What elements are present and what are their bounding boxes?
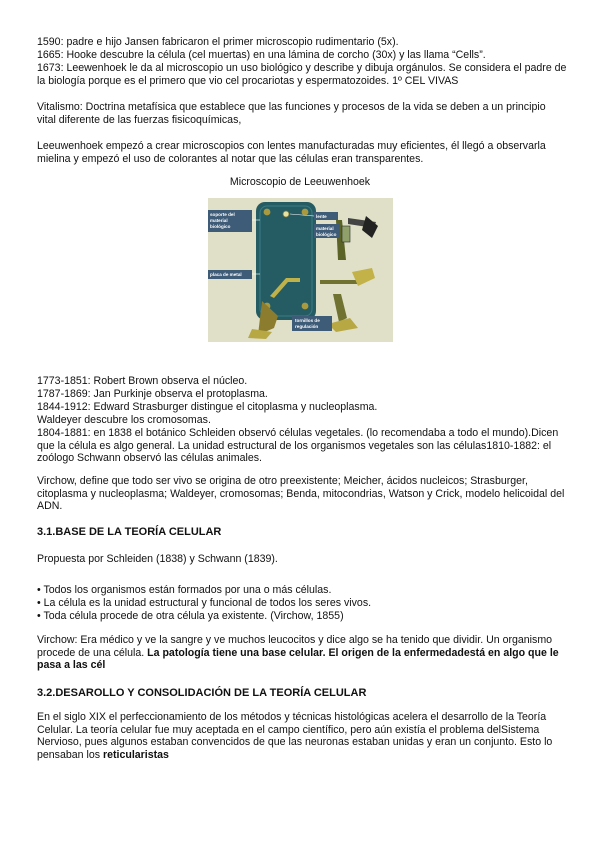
svg-text:biológico: biológico — [210, 224, 231, 229]
lens-icon — [283, 211, 289, 217]
timeline-waldeyer: Waldeyer descubre los cromosomas. — [37, 414, 211, 426]
theory-proposal: Propuesta por Schleiden (1838) y Schwann (1839). — [37, 553, 278, 565]
figure-caption: Microscopio de Leeuwenhoek — [229, 176, 371, 188]
intro-line-1673: 1673: Leewenhoek le da al microscopio un uso biológico y describe y dibuja orgánulos. Se considera el padre de la biología porque es el primero que vio cel procariotas y espermatozoides. 1º CEL VIVAS — [37, 62, 567, 87]
intro-line-1665: 1665: Hooke descubre la célula (cel muertas) en una lámina de corcho (30x) y las llama “Cells”. — [37, 49, 486, 61]
rivet-icon — [302, 209, 309, 216]
theory-bullet-2: • La célula es la unidad estructural y funcional de todos los seres vivos. — [37, 597, 372, 609]
material-holder — [342, 226, 350, 242]
svg-text:lente: lente — [316, 214, 327, 219]
svg-text:soporte del: soporte del — [210, 212, 235, 217]
reticularistas-term: reticularistas — [102, 748, 169, 761]
svg-text:tornillos de: tornillos de — [295, 318, 320, 323]
virchow-note-text: Virchow: Era médico y ve la sangre y ve muchos leucocitos y dice algo se ha tenido que dividir. Un organismo procede de una célula. — [37, 634, 553, 659]
svg-text:material: material — [210, 218, 228, 223]
virchow-note — [37, 634, 567, 672]
timeline-strasburger: 1844-1912: Edward Strasburger distingue el citoplasma y nucleoplasma. — [37, 401, 378, 413]
svg-text:biológico: biológico — [316, 232, 337, 237]
theory-bullet-3: • Toda célula procede de otra célula ya existente. (Virchow, 1855) — [37, 610, 344, 622]
theory-bullet-1: • Todos los organismos están formados por una o más células. — [37, 584, 332, 596]
intro-line-1590: 1590: padre e hijo Jansen fabricaron el primer microscopio rudimentario (5x). — [37, 36, 399, 48]
section-3-2-text: En el siglo XIX el perfeccionamiento de los métodos y técnicas histológicas acelera el desarrollo de la Teoría Celular. La teoría celular fue muy aceptada en el campo científico, pero aún existía el problema delSistema Nervioso, pues algunos estaban convencidos de que las neuronas estaban unidas y eran un conjunto. Esto lo pensaban los — [37, 711, 553, 761]
section-3-2-paragraph — [37, 711, 567, 761]
svg-text:placa de metal: placa de metal — [210, 272, 242, 277]
section-3-1-title: 3.1.BASE DE LA TEORÍA CELULAR — [37, 526, 222, 538]
rivet-icon — [264, 209, 271, 216]
pathology-statement: La patología tiene una base celular. El origen de la enfermedadestá en algo que le pasa a las cél — [37, 646, 559, 672]
screw-arm — [320, 280, 360, 284]
timeline-purkinje: 1787-1869: Jan Purkinje observa el protoplasma. — [37, 388, 268, 400]
timeline-brown: 1773-1851: Robert Brown observa el núcleo. — [37, 375, 248, 387]
section-3-2-title: 3.2.DESAROLLO Y CONSOLIDACIÓN DE LA TEORÍA CELULAR — [37, 687, 367, 699]
metal-plate — [256, 202, 316, 320]
leeuwenhoek-paragraph: Leeuwenhoek empezó a crear microscopios con lentes manufacturadas muy eficientes, él llegó a observarla mielina y empezó el uso de colorantes al notar que las células eran transparentes. — [37, 140, 546, 165]
vitalismo-paragraph: Vitalismo: Doctrina metafísica que establece que las funciones y procesos de la vida se deben a un principio vital diferente de las fuerzas fisicoquímicas, — [37, 101, 546, 126]
virchow-paragraph: Virchow, define que todo ser vivo se origina de otro preexistente; Meicher, ácidos nucleicos; Strasburger, citoplasma y nucleoplasma; Waldeyer, cromosomas; Benda, mitocondrias, Watson y Crick, modelo helicoidal del ADN. — [37, 475, 565, 513]
label-material — [314, 224, 340, 238]
svg-text:regulación: regulación — [295, 324, 319, 329]
rivet-icon — [302, 303, 309, 310]
label-tornillos — [292, 316, 332, 331]
svg-text:material: material — [316, 226, 334, 231]
timeline-schleiden: 1804-1881: en 1838 el botánico Schleiden observó células vegetales. (lo recomendaba a todo el mundo).Dicen que la célula es algo general. La unidad estructural de los organismos vegetales son las células1810-1882: el zoólogo Schwann observó las células animales. — [37, 427, 559, 465]
microscope-figure — [208, 198, 393, 342]
